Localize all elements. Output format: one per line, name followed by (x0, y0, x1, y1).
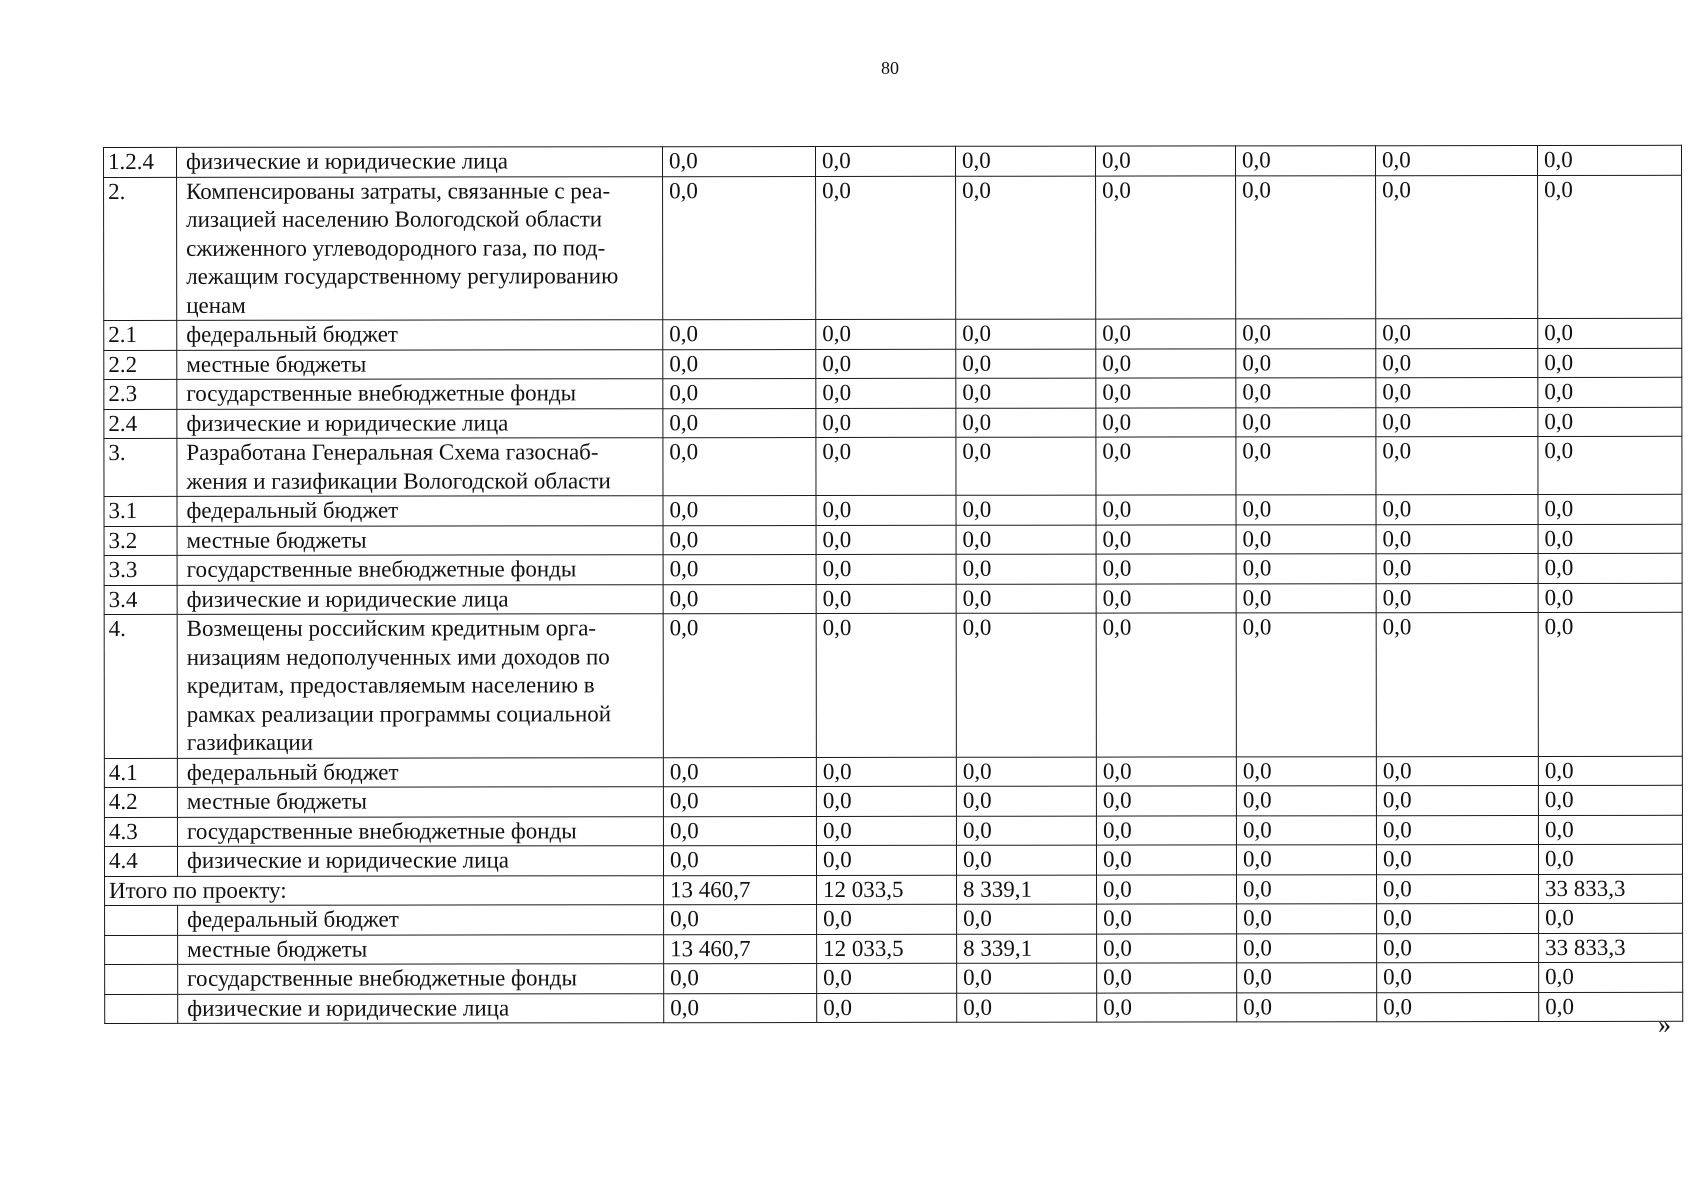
row-label: федеральный бюджет (177, 320, 663, 350)
value-cell: 0,0 (1376, 583, 1538, 613)
value-cell: 0,0 (1538, 756, 1682, 786)
row-number: 2.2 (104, 350, 177, 380)
value-cell: 0,0 (1376, 815, 1538, 845)
value-cell: 0,0 (956, 349, 1096, 379)
value-cell: 0,0 (956, 525, 1096, 555)
value-cell: 0,0 (1096, 613, 1236, 757)
value-cell: 0,0 (1097, 992, 1237, 1022)
value-cell: 0,0 (1376, 756, 1538, 786)
value-cell: 0,0 (663, 496, 816, 526)
value-cell: 0,0 (663, 757, 816, 787)
value-cell: 0,0 (1097, 904, 1237, 934)
total-value-cell: 8 339,1 (957, 875, 1097, 905)
value-cell: 0,0 (816, 757, 956, 787)
value-cell: 0,0 (816, 554, 956, 584)
value-cell: 0,0 (1376, 175, 1538, 319)
row-number: 3.1 (104, 496, 177, 526)
value-cell: 0,0 (1538, 436, 1682, 494)
value-cell: 0,0 (1096, 554, 1236, 584)
value-cell: 0,0 (1538, 348, 1682, 378)
value-cell: 0,0 (816, 437, 956, 495)
table-row (104, 553, 1682, 585)
value-cell: 8 339,1 (957, 934, 1097, 964)
row-label: физические и юридические лица (178, 993, 664, 1023)
value-cell: 0,0 (1096, 378, 1236, 408)
value-cell: 0,0 (663, 408, 816, 438)
value-cell: 0,0 (1237, 933, 1377, 963)
row-label: местные бюджеты (178, 934, 664, 964)
value-cell: 0,0 (1096, 524, 1236, 554)
table-row (104, 785, 1682, 817)
value-cell: 0,0 (663, 846, 816, 876)
table-row (104, 348, 1682, 380)
value-cell: 0,0 (664, 964, 817, 994)
value-cell: 0,0 (955, 146, 1095, 176)
value-cell: 0,0 (1376, 612, 1538, 756)
value-cell: 0,0 (1376, 524, 1538, 554)
table-row (104, 377, 1682, 409)
value-cell: 0,0 (957, 904, 1097, 934)
value-cell: 0,0 (1236, 348, 1376, 378)
value-cell: 0,0 (663, 349, 816, 379)
total-breakdown-row (105, 903, 1683, 935)
value-cell: 0,0 (1376, 407, 1538, 437)
value-cell: 0,0 (1236, 613, 1376, 757)
value-cell: 0,0 (956, 845, 1096, 875)
table-row (104, 815, 1682, 847)
funding-table (103, 145, 1683, 1024)
value-cell: 0,0 (1537, 145, 1681, 175)
total-breakdown-row (105, 933, 1683, 965)
value-cell: 0,0 (1096, 756, 1236, 786)
value-cell: 0,0 (1096, 437, 1236, 495)
value-cell: 0,0 (1236, 554, 1376, 584)
value-cell: 0,0 (816, 378, 956, 408)
row-label: государственные внебюджетные фонды (177, 816, 663, 846)
value-cell: 0,0 (816, 845, 956, 875)
closing-quote: » (1658, 1010, 1671, 1039)
value-cell: 0,0 (1538, 583, 1682, 613)
value-cell: 0,0 (1236, 319, 1376, 349)
value-cell: 0,0 (816, 525, 956, 555)
value-cell: 0,0 (1096, 407, 1236, 437)
row-label: местные бюджеты (177, 787, 663, 817)
total-value-cell: 0,0 (1097, 874, 1237, 904)
value-cell: 0,0 (1095, 146, 1235, 176)
row-number: 4.1 (104, 758, 177, 788)
value-cell: 0,0 (1375, 145, 1537, 175)
row-label: физические и юридические лица (177, 147, 663, 177)
value-cell: 0,0 (1538, 553, 1682, 583)
value-cell: 0,0 (956, 554, 1096, 584)
value-cell: 0,0 (1538, 612, 1682, 756)
value-cell: 0,0 (1236, 378, 1376, 408)
value-cell: 0,0 (816, 146, 956, 176)
value-cell: 0,0 (663, 147, 816, 177)
value-cell: 12 033,5 (817, 934, 957, 964)
value-cell: 0,0 (663, 584, 816, 614)
value-cell: 0,0 (1236, 495, 1376, 525)
row-number (105, 964, 178, 994)
page-number: 80 (881, 58, 899, 78)
row-label: местные бюджеты (177, 349, 663, 379)
row-number: 4.2 (104, 787, 177, 817)
value-cell: 0,0 (663, 176, 816, 320)
value-cell: 0,0 (816, 176, 956, 320)
table-row (104, 145, 1682, 177)
value-cell: 0,0 (1236, 786, 1376, 816)
value-cell: 0,0 (1538, 785, 1682, 815)
value-cell: 0,0 (663, 787, 816, 817)
value-cell: 0,0 (663, 379, 816, 409)
funding-table-wrapper (103, 145, 1682, 1024)
row-label: местные бюджеты (177, 525, 663, 555)
row-number: 2.1 (104, 320, 177, 350)
value-cell: 0,0 (956, 408, 1096, 438)
value-cell: 0,0 (1236, 756, 1376, 786)
value-cell: 0,0 (663, 320, 816, 350)
value-cell: 0,0 (1376, 348, 1538, 378)
row-label: государственные внебюджетные фонды (177, 379, 663, 409)
value-cell: 0,0 (1376, 844, 1538, 874)
row-label: федеральный бюджет (177, 757, 663, 787)
value-cell: 0,0 (1236, 175, 1376, 319)
value-cell: 0,0 (1236, 437, 1376, 495)
row-label: государственные внебюджетные фонды (178, 964, 664, 994)
row-number: 3.2 (104, 526, 177, 556)
row-number: 4. (104, 614, 177, 758)
total-value-cell: 0,0 (1377, 874, 1539, 904)
value-cell: 0,0 (956, 584, 1096, 614)
table-row (104, 583, 1682, 615)
value-cell: 0,0 (1538, 407, 1682, 437)
value-cell: 0,0 (664, 905, 817, 935)
value-cell: 0,0 (956, 378, 1096, 408)
value-cell: 0,0 (1377, 962, 1539, 992)
value-cell: 0,0 (664, 993, 817, 1023)
row-number (105, 994, 178, 1024)
value-cell: 0,0 (1376, 553, 1538, 583)
row-number: 3. (104, 438, 177, 496)
value-cell: 0,0 (1237, 992, 1377, 1022)
value-cell: 0,0 (1538, 175, 1682, 319)
value-cell: 0,0 (1376, 494, 1538, 524)
row-label: физические и юридические лица (177, 584, 663, 614)
value-cell: 0,0 (956, 437, 1096, 495)
row-label: Возмещены российским кредитным орга-низациям недополученных ими доходов по кредитам, предоставляемым населению в рамках реализации программы социальной газификации (177, 614, 663, 758)
row-label: Разработана Генеральная Схема газоснаб-жения и газификации Вологодской области (177, 438, 663, 497)
value-cell: 13 460,7 (664, 934, 817, 964)
value-cell: 0,0 (1096, 348, 1236, 378)
value-cell: 0,0 (1538, 494, 1682, 524)
total-value-cell: 33 833,3 (1539, 874, 1683, 904)
row-label: физические и юридические лица (177, 846, 663, 876)
value-cell: 0,0 (1097, 933, 1237, 963)
total-breakdown-row (105, 962, 1683, 994)
value-cell: 0,0 (1237, 963, 1377, 993)
row-number: 3.4 (104, 585, 177, 615)
value-cell: 0,0 (663, 555, 816, 585)
row-label: Компенсированы затраты, связанные с реа-лизацией населению Вологодской области сжиженного углеводородного газа, по под-лежащим государственному регулированию ценам (177, 176, 663, 320)
value-cell: 0,0 (663, 816, 816, 846)
value-cell: 0,0 (1096, 845, 1236, 875)
table-row (104, 436, 1682, 496)
value-cell: 0,0 (1096, 319, 1236, 349)
value-cell: 0,0 (1377, 933, 1539, 963)
value-cell: 0,0 (1377, 992, 1539, 1022)
value-cell: 0,0 (816, 349, 956, 379)
value-cell: 0,0 (956, 176, 1096, 320)
row-number: 4.3 (104, 817, 177, 847)
table-row (104, 407, 1682, 439)
table-row (104, 844, 1682, 876)
total-row (105, 874, 1683, 906)
row-number: 2.3 (104, 379, 177, 409)
value-cell: 0,0 (663, 438, 816, 496)
value-cell: 0,0 (1538, 815, 1682, 845)
value-cell: 0,0 (1376, 436, 1538, 494)
value-cell: 0,0 (816, 613, 956, 757)
value-cell: 0,0 (817, 904, 957, 934)
value-cell: 0,0 (663, 614, 816, 758)
total-value-cell: 12 033,5 (817, 875, 957, 905)
value-cell: 0,0 (1097, 963, 1237, 993)
value-cell: 0,0 (663, 525, 816, 555)
table-row (104, 524, 1682, 556)
value-cell: 0,0 (1539, 962, 1683, 992)
row-label: федеральный бюджет (178, 905, 664, 935)
value-cell: 0,0 (1096, 786, 1236, 816)
row-number: 4.4 (104, 846, 177, 876)
value-cell: 0,0 (956, 613, 1096, 757)
table-row (104, 318, 1682, 350)
value-cell: 0,0 (816, 584, 956, 614)
funding-table-body (104, 145, 1683, 1023)
row-number: 1.2.4 (104, 147, 177, 177)
value-cell: 0,0 (1236, 583, 1376, 613)
value-cell: 0,0 (1236, 845, 1376, 875)
value-cell: 0,0 (956, 757, 1096, 787)
row-number: 3.3 (104, 555, 177, 585)
value-cell: 0,0 (1538, 524, 1682, 554)
value-cell: 0,0 (816, 786, 956, 816)
value-cell: 0,0 (1538, 318, 1682, 348)
value-cell: 0,0 (956, 816, 1096, 846)
value-cell: 0,0 (956, 495, 1096, 525)
value-cell: 0,0 (816, 495, 956, 525)
row-number: 2.4 (104, 409, 177, 439)
value-cell: 0,0 (816, 408, 956, 438)
table-row (104, 494, 1682, 526)
value-cell: 0,0 (1096, 815, 1236, 845)
row-label: федеральный бюджет (177, 496, 663, 526)
total-value-cell: 0,0 (1237, 874, 1377, 904)
value-cell: 0,0 (1235, 146, 1375, 176)
value-cell: 0,0 (1236, 407, 1376, 437)
value-cell: 0,0 (1237, 904, 1377, 934)
value-cell: 0,0 (1236, 815, 1376, 845)
value-cell: 0,0 (816, 319, 956, 349)
value-cell: 0,0 (957, 963, 1097, 993)
value-cell: 0,0 (1096, 495, 1236, 525)
row-number: 2. (104, 177, 177, 321)
value-cell: 0,0 (1377, 903, 1539, 933)
value-cell: 33 833,3 (1539, 933, 1683, 963)
row-label: физические и юридические лица (177, 408, 663, 438)
value-cell: 0,0 (1376, 377, 1538, 407)
value-cell: 0,0 (816, 816, 956, 846)
total-breakdown-row (105, 992, 1683, 1024)
value-cell: 0,0 (1096, 175, 1236, 319)
value-cell: 0,0 (1236, 524, 1376, 554)
table-row (104, 175, 1682, 321)
table-row (104, 612, 1682, 758)
value-cell: 0,0 (1539, 992, 1683, 1022)
value-cell: 0,0 (1376, 785, 1538, 815)
row-number (105, 935, 178, 965)
value-cell: 0,0 (1096, 583, 1236, 613)
value-cell: 0,0 (957, 993, 1097, 1023)
total-label: Итого по проекту: (105, 875, 664, 905)
value-cell: 0,0 (1538, 844, 1682, 874)
value-cell: 0,0 (956, 786, 1096, 816)
row-label: государственные внебюджетные фонды (177, 555, 663, 585)
total-value-cell: 13 460,7 (664, 875, 817, 905)
value-cell: 0,0 (956, 319, 1096, 349)
value-cell: 0,0 (1538, 377, 1682, 407)
value-cell: 0,0 (1376, 318, 1538, 348)
value-cell: 0,0 (817, 963, 957, 993)
table-row (104, 756, 1682, 788)
value-cell: 0,0 (1539, 903, 1683, 933)
row-number (105, 905, 178, 935)
value-cell: 0,0 (817, 993, 957, 1023)
